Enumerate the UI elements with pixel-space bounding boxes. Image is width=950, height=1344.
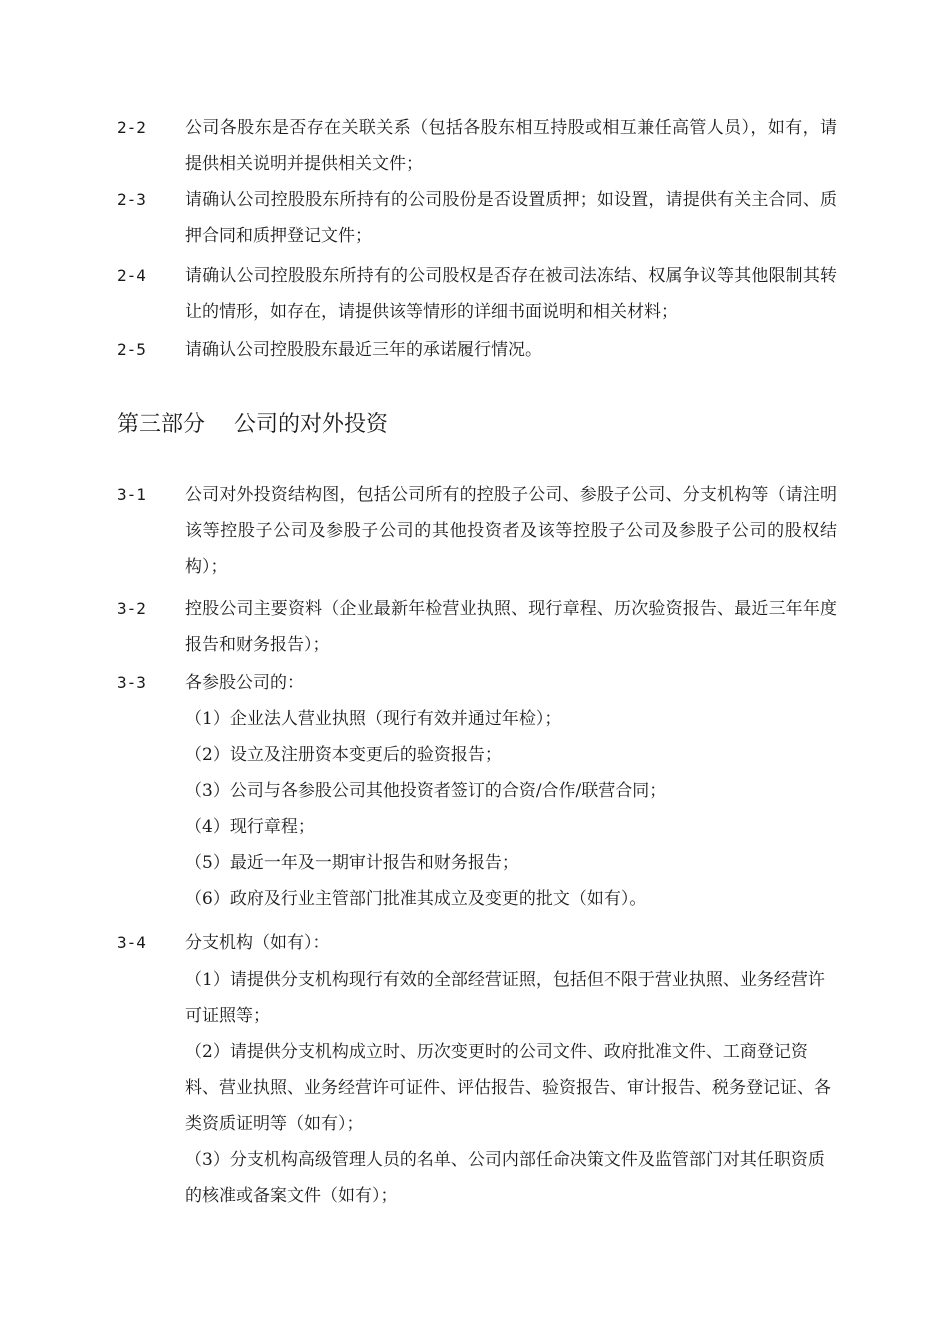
item-text: 公司对外投资结构图，包括公司所有的控股子公司、参股子公司、分支机构等（请注明该等控股子公司及参股子公司的其他投资者及该等控股子公司及参股子公司的股权结构）；	[185, 485, 837, 577]
item-2-4	[117, 258, 837, 330]
item-2-3	[117, 182, 837, 254]
item-text: 请确认公司控股股东所持有的公司股份是否设置质押；如设置，请提供有关主合同、质押合同和质押登记文件；	[185, 190, 837, 246]
item-text: 分支机构（如有）：	[185, 933, 330, 953]
sub-list-item: （1）请提供分支机构现行有效的全部经营证照，包括但不限于营业执照、业务经营许可证照等；	[185, 970, 825, 1026]
sub-list-item: （5）最近一年及一期审计报告和财务报告；	[185, 853, 519, 873]
sub-list-3-3	[185, 701, 837, 917]
section-heading: 第三部分 公司的对外投资	[117, 412, 388, 437]
item-number: 3-4	[117, 933, 146, 952]
sub-list-item: （6）政府及行业主管部门批准其成立及变更的批文（如有）。	[185, 889, 647, 909]
item-2-5	[117, 332, 837, 368]
sub-list-item: （2）设立及注册资本变更后的验资报告；	[185, 745, 502, 765]
sub-list-item: （1）企业法人营业执照（现行有效并通过年检）；	[185, 709, 562, 729]
sub-list-item: （3）分支机构高级管理人员的名单、公司内部任命决策文件及监管部门对其任职资质的核准或备案文件（如有）；	[185, 1150, 825, 1206]
sub-list-item: （2）请提供分支机构成立时、历次变更时的公司文件、政府批准文件、工商登记资料、营业执照、业务经营许可证件、评估报告、验资报告、审计报告、税务登记证、各类资质证明等（如有）；	[185, 1042, 831, 1134]
item-text: 控股公司主要资料（企业最新年检营业执照、现行章程、历次验资报告、最近三年年度报告和财务报告）；	[185, 599, 837, 655]
item-number: 2-4	[117, 266, 146, 285]
item-3-1	[117, 477, 837, 585]
item-number: 3-3	[117, 673, 146, 692]
item-2-2	[117, 110, 837, 182]
sub-list-item: （3）公司与各参股公司其他投资者签订的合资/合作/联营合同；	[185, 781, 667, 801]
item-number: 2-5	[117, 340, 146, 359]
item-3-4	[117, 925, 837, 961]
item-number: 3-1	[117, 485, 146, 504]
sub-list-3-4	[185, 962, 837, 1214]
item-text: 各参股公司的：	[185, 673, 304, 693]
item-text: 请确认公司控股股东最近三年的承诺履行情况。	[185, 340, 542, 360]
item-3-2	[117, 591, 837, 663]
item-number: 2-2	[117, 118, 146, 137]
item-text: 请确认公司控股股东所持有的公司股权是否存在被司法冻结、权属争议等其他限制其转让的情形，如存在，请提供该等情形的详细书面说明和相关材料；	[185, 266, 837, 322]
item-number: 3-2	[117, 599, 146, 618]
item-3-3	[117, 665, 837, 701]
sub-list-item: （4）现行章程；	[185, 817, 315, 837]
item-number: 2-3	[117, 190, 146, 209]
item-text: 公司各股东是否存在关联关系（包括各股东相互持股或相互兼任高管人员），如有，请提供相关说明并提供相关文件；	[185, 118, 837, 174]
